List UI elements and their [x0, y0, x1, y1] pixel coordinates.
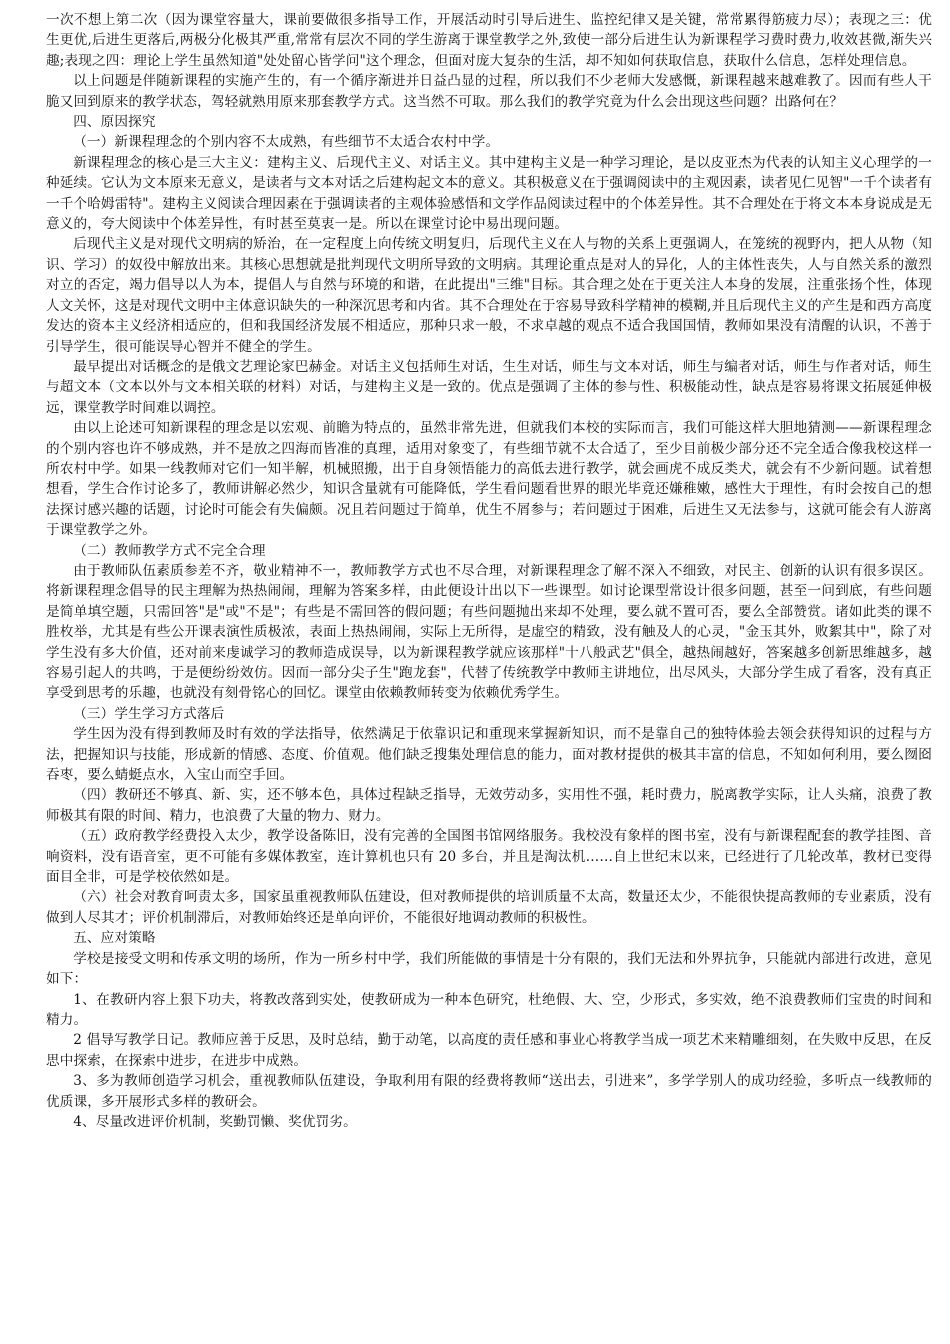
- subsection-heading: （三）学生学习方式落后: [73, 705, 225, 722]
- list-item: 3、多为教师创造学习机会，重视教师队伍建设，争取利用有限的经费将教师“送出去，引进来”，多学学别人的成功经验，多听点一线教师的优质课，多开展形式多样的教研会。: [46, 1073, 932, 1110]
- list-item: 4、尽量改进评价机制，奖勤罚懒、奖优罚劣。: [73, 1113, 357, 1130]
- body-paragraph: 由于教师队伍素质参差不齐，敬业精神不一，教师教学方式也不尽合理，对新课程理念了解不深入不细致，对民主、创新的认识有很多误区。将新课程理念倡导的民主理解为热热闹闹，理解为答案多样，由此便设计出以下一些课型。如讨论课型常设计很多问题，甚至一问到底，有些问题是简单填空题，只需回答"是"或"不是"；有些是不需回答的假问题；有些问题抛出来却不处理，要么就不置可否，要么全部赞赏。诸如此类的课不胜枚举，尤其是有些公开课表演性质极浓，表面上热热闹闹，实际上无所得，是虚空的精致，没有触及人的心灵，"金玉其外，败絮其中"，除了对学生没有多大价值，还对前来虔诚学习的教师造成误导，以为新课程教学就应该那样"十八般武艺"俱全，越热闹越好，答案越多创新思维越多，越容易引起人的共鸣，于是便纷纷效仿。因而一部分尖子生"跑龙套"，代替了传统教学中教师主讲地位，出尽风头，大部分学生成了看客，没有真正享受到思考的乐趣，也就没有刻骨铭心的回忆。课堂由依赖教师转变为依赖优秀学生。: [46, 562, 932, 702]
- subsection-heading: （一）新课程理念的个别内容不太成熟，有些细节不太适合农村中学。: [73, 134, 500, 151]
- body-paragraph: 学生因为没有得到教师及时有效的学法指导，依然满足于依靠识记和重现来掌握新知识，而不是靠自己的独特体验去领会获得知识的过程与方法，把握知识与技能，形成新的情感、态度、价值观。他们缺乏搜集处理信息的能力，面对教材提供的极其丰富的信息，不知如何利用，要么囫囵吞枣，要么蜻蜓点水，入宝山而空手回。: [46, 726, 932, 784]
- body-paragraph: 一次不想上第二次（因为课堂容量大，课前要做很多指导工作，开展活动时引导后进生、监控纪律又是关键，常常累得筋疲力尽）；表现之三：优生更优,后进生更落后,两极分化极其严重,常常有层次不同的学生游离于课堂教学之外,致使一部分后进生认为新课程学习费时费力,收效甚微,渐失兴趣;表现之四：理论上学生虽然知道"处处留心皆学问"这个理念，但面对庞大复杂的生活，却不知如何获取信息，获取什么信息，怎样处理信息。: [46, 12, 932, 69]
- body-paragraph: 以上问题是伴随新课程的实施产生的，有一个循序渐进并日益凸显的过程，所以我们不少老师大发感慨，新课程越来越难教了。因而有些人干脆又回到原来的教学状态，驾轻就熟用原来那套教学方式。这当然不可取。那么我们的教学究竟为什么会出现这些问题？出路何在？: [46, 73, 932, 110]
- list-item: 1、在教研内容上狠下功夫，将教改落到实处，使教研成为一种本色研究，杜绝假、大、空，少形式，多实效，绝不浪费教师们宝贵的时间和精力。: [46, 991, 932, 1028]
- body-paragraph: （六）社会对教育呵责太多，国家虽重视教师队伍建设，但对教师提供的培训质量不太高，数量还太少，不能很快提高教师的专业素质，没有做到人尽其才；评价机制滞后，对教师始终还是单向评价，不能很好地调动教师的积极性。: [46, 889, 932, 926]
- section-heading: 五、应对策略: [73, 930, 156, 947]
- subsection-heading: （二）教师教学方式不完全合理: [73, 542, 266, 559]
- body-paragraph: （四）教研还不够真、新、实，还不够本色，具体过程缺乏指导，无效劳动多，实用性不强，耗时费力，脱离教学实际，让人头痛，浪费了教师极其有限的时间、精力，也浪费了大量的物力、财力。: [46, 787, 932, 824]
- section-heading: 四、原因探究: [73, 114, 156, 131]
- body-paragraph: 学校是接受文明和传承文明的场所，作为一所乡村中学，我们所能做的事情是十分有限的，我们无法和外界抗争，只能就内部进行改进，意见如下：: [46, 950, 932, 988]
- body-paragraph: 后现代主义是对现代文明病的矫治，在一定程度上向传统文明复归，后现代主义在人与物的关系上更强调人，在笼统的视野内，把人从物（知识、学习）的奴役中解放出来。其核心思想就是批判现代文明所导致的文明病。其理论重点是对人的异化，人的主体性丧失，人与自然关系的激烈对立的否定，竭力倡导以人为本，提倡人与自然与环境的和谐，在此提出"三维"目标。其合理之处在于更关注人本身的发展，注重张扬个性，体现人文关怀，这是对现代文明中主体意识缺失的一种深沉思考和内省。其不合理处在于容易导致科学精神的模糊,并且后现代主义的产生是和西方高度发达的资本主义经济相适应的，但和我国经济发展不相适应，那种只求一般，不求卓越的观点不适合我国国情，教师如果没有清醒的认识，不善于引导学生，很可能误导心智并不健全的学生。: [46, 236, 932, 355]
- body-paragraph: 新课程理念的核心是三大主义：建构主义、后现代主义、对话主义。其中建构主义是一种学习理论，是以皮亚杰为代表的认知主义心理学的一种延续。它认为文本原来无意义，是读者与文本对话之后建构起文本的意义。其积极意义在于强调阅读中的主观因素，读者见仁见智"一千个读者有一千个哈姆雷特"。建构主义阅读合理因素在于强调读者的主观体验感悟和文学作品阅读过程中的个体差异性。其不合理处在于将文本本身说成是无意义的，夸大阅读中个体差异性，有时甚至莫衷一是。所以在课堂讨论中易出现问题。: [46, 154, 932, 233]
- body-paragraph: 最早提出对话概念的是俄文艺理论家巴赫金。对话主义包括师生对话，生生对话，师生与文本对话，师生与编者对话，师生与作者对话，师生与超文本（文本以外与文本相关联的材料）对话，与建构主义是一致的。优点是强调了主体的参与性、积极能动性，缺点是容易将课文拓展延伸极远，课堂教学时间难以调控。: [46, 358, 932, 416]
- body-paragraph: 由以上论述可知新课程的理念是以宏观、前瞻为特点的，虽然非常先进，但就我们本校的实际而言，我们可能这样大胆地猜测——新课程理念的个别内容也许不够成熟，并不是放之四海而皆准的真理，适用对象变了，有些细节就不太合适了，至少目前极少部分还不完全适合像我校这样一所农村中学。如果一线教师对它们一知半解，机械照搬，出于自身领悟能力的高低去进行教学，就会画虎不成反类犬，就会有不少新问题。试着想想看，学生合作讨论多了，教师讲解必然少，知识含量就有可能降低，学生看问题看世界的眼光毕竟还嫌稚嫩，感性大于理性，有时会按自己的想法探讨感兴趣的话题，讨论时可能会有失偏颇。况且若问题过于简单，优生不屑参与；若问题过于困难，后进生又无法参与，这就可能会有人游离于课堂教学之外。: [46, 420, 932, 539]
- list-item: 2 倡导写教学日记。教师应善于反思，及时总结，勤于动笔，以高度的责任感和事业心将教学当成一项艺术来精雕细刻，在失败中反思，在反思中探索，在探索中进步，在进步中成熟。: [46, 1032, 932, 1069]
- body-paragraph: （五）政府教学经费投入太少，教学设备陈旧，没有完善的全国图书馆网络服务。我校没有象样的图书室，没有与新课程配套的教学挂图、音响资料，没有语音室，更不可能有多媒体教室，连计算机也只有 20 多台，并且是淘汰机……自上世纪末以来，已经进行了几轮改革，教材已变得面目全非，可是学校依然如是。: [46, 828, 932, 886]
